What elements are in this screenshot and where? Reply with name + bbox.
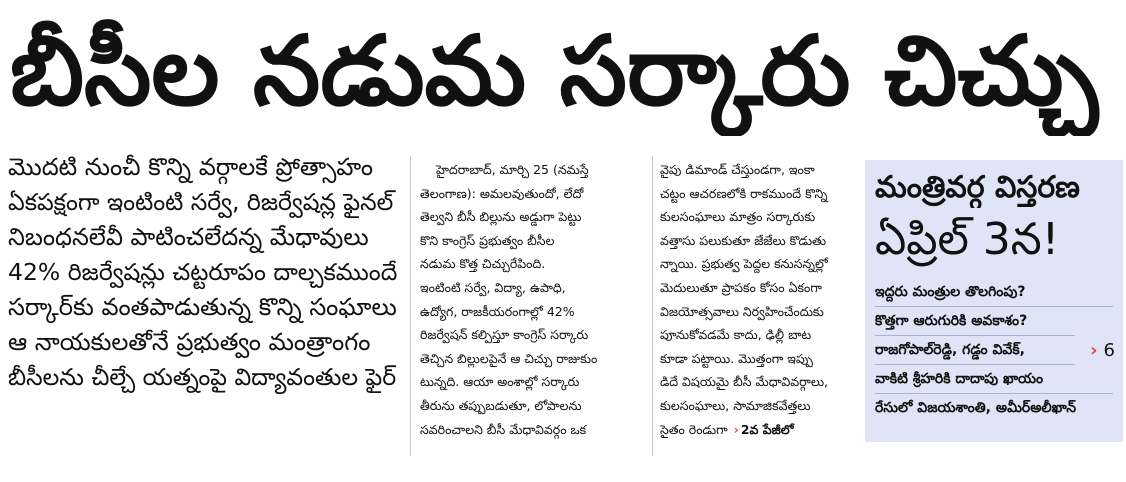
body-line: తెల్వని బీసీ బిల్లును అడ్డుగా పెట్టు — [420, 209, 582, 225]
sidebar-item: రేసులో విజయశాంతి, అమీర్‌అలీఖాన్ — [875, 400, 1077, 416]
body-line: తెచ్చిన బిల్లులపైనే ఆ చిచ్చు రాజుకుం — [420, 350, 598, 366]
body-line-text: సైతం రెండుగా — [660, 421, 728, 437]
body-line: న్నాయి. ప్రభుత్వ పెద్దల కనుసన్నల్లో — [660, 256, 828, 272]
arrow-right-icon: › — [733, 421, 739, 437]
column-divider — [652, 156, 653, 456]
deck-line: మొదటి నుంచీ కొన్ని వర్గాలకే ప్రోత్సాహం — [8, 153, 374, 181]
body-line: తీరును తప్పుబడుతూ, లోపాలను — [420, 397, 582, 413]
body-line: విజయోత్సవాలు నిర్వహించేందుకు — [660, 303, 824, 319]
deck-highlights — [8, 150, 400, 450]
article-column-2 — [660, 158, 860, 458]
continued-page-label: 2వ పేజీలో — [740, 421, 794, 437]
sidebar-title: మంత్రివర్గ విస్తరణ — [875, 170, 1080, 205]
body-line: టున్నది. ఆయా అంశాల్లో సర్కారు — [420, 374, 580, 390]
body-line: కులసంఘాలు, సామాజికవేత్తలు — [660, 397, 811, 413]
body-line: చట్టం ఆచరణలోకి రాకముందే కొన్ని — [660, 185, 828, 201]
body-line: కొని కాంగ్రెస్ ప్రభుత్వం బీసీల — [420, 232, 555, 248]
body-line: తెలంగాణ): అమలవుతుందో, లేదో — [420, 185, 584, 201]
deck-line: 42% రిజర్వేషన్లు చట్టరూపం దాల్చకముందే — [8, 258, 398, 286]
body-line: పూనుకోవడమే కాదు, ఢిల్లీ బాట — [660, 327, 812, 343]
sidebar-page-ref[interactable] — [1090, 340, 1115, 361]
body-line: కూడా పట్టాయి. మొత్తంగా ఇప్పు — [660, 350, 814, 366]
deck-line: నిబంధనలేవీ పాటించలేదన్న మేధావులు — [8, 223, 369, 251]
deck-line: ఏకపక్షంగా ఇంటింటి సర్వే, రిజర్వేషన్ల ఫైనల్ — [8, 188, 394, 216]
body-line: మెదులుతూ ప్రాపకం కోసం ఏకంగా — [660, 279, 822, 295]
sidebar-item: కొత్తగా ఆరుగురికి అవకాశం? — [875, 307, 1075, 336]
body-line: ఉద్యోగ, రాజకీయరంగాల్లో 42% — [420, 303, 575, 319]
body-line: రిజర్వేషన్ కల్పిస్తూ కాంగ్రెస్ సర్కారు — [420, 327, 589, 343]
sidebar-page-number: 6 — [1103, 340, 1115, 361]
deck-line: బీసీలను చీల్చే యత్నంపై విద్యావంతుల ఫైర్ — [8, 363, 397, 391]
body-line: నడుమ కొత్త చిచ్చురేపింది. — [420, 256, 546, 272]
sidebar-list — [865, 278, 1123, 422]
sidebar-item: ఇద్దరు మంత్రుల తొలగింపు? — [875, 278, 1113, 307]
deck-line: ఆ నాయకులతోనే ప్రభుత్వం మంత్రాంగం — [8, 328, 371, 356]
body-line: వైపు డిమాండ్ చేస్తుండగా, ఇంకా — [660, 162, 815, 177]
body-line: కులసంఘాలు మాత్రం సర్కారుకు — [660, 209, 816, 225]
body-line: సవరించాలని బీసీ మేధావివర్గం ఒక — [420, 421, 587, 437]
sidebar-item: రాజగోపాల్‌రెడ్డి, గడ్డం వివేక్, — [875, 336, 1075, 365]
sidebar-date: ఏప్రిల్ 3న! — [875, 214, 1060, 265]
dateline: హైదరాబాద్, మార్చి 25 (నమస్తే — [436, 162, 589, 177]
arrow-right-icon: › — [1090, 340, 1098, 361]
deck-line: సర్కార్‌కు వంతపాడుతున్న కొన్ని సంఘాలు — [8, 293, 397, 321]
sidebar-box — [865, 160, 1123, 442]
article-column-1 — [420, 158, 648, 458]
body-line: డిదే విషయమై బీసీ మేధావివర్గాలు, — [660, 374, 828, 390]
continued-page-link[interactable] — [734, 422, 794, 437]
column-divider — [410, 156, 411, 456]
body-line: వత్తాసు పలుకుతూ జేజేలు కొడుతు — [660, 232, 827, 248]
body-line: ఇంటింటి సర్వే, విద్యా, ఉపాధి, — [420, 279, 566, 295]
headline: బీసీల నడుమ సర్కారు చిచ్చు — [10, 15, 1099, 127]
body-line-last — [660, 418, 860, 442]
sidebar-item: వాకిటి శ్రీహరికి దాదాపు ఖాయం — [875, 365, 1113, 394]
